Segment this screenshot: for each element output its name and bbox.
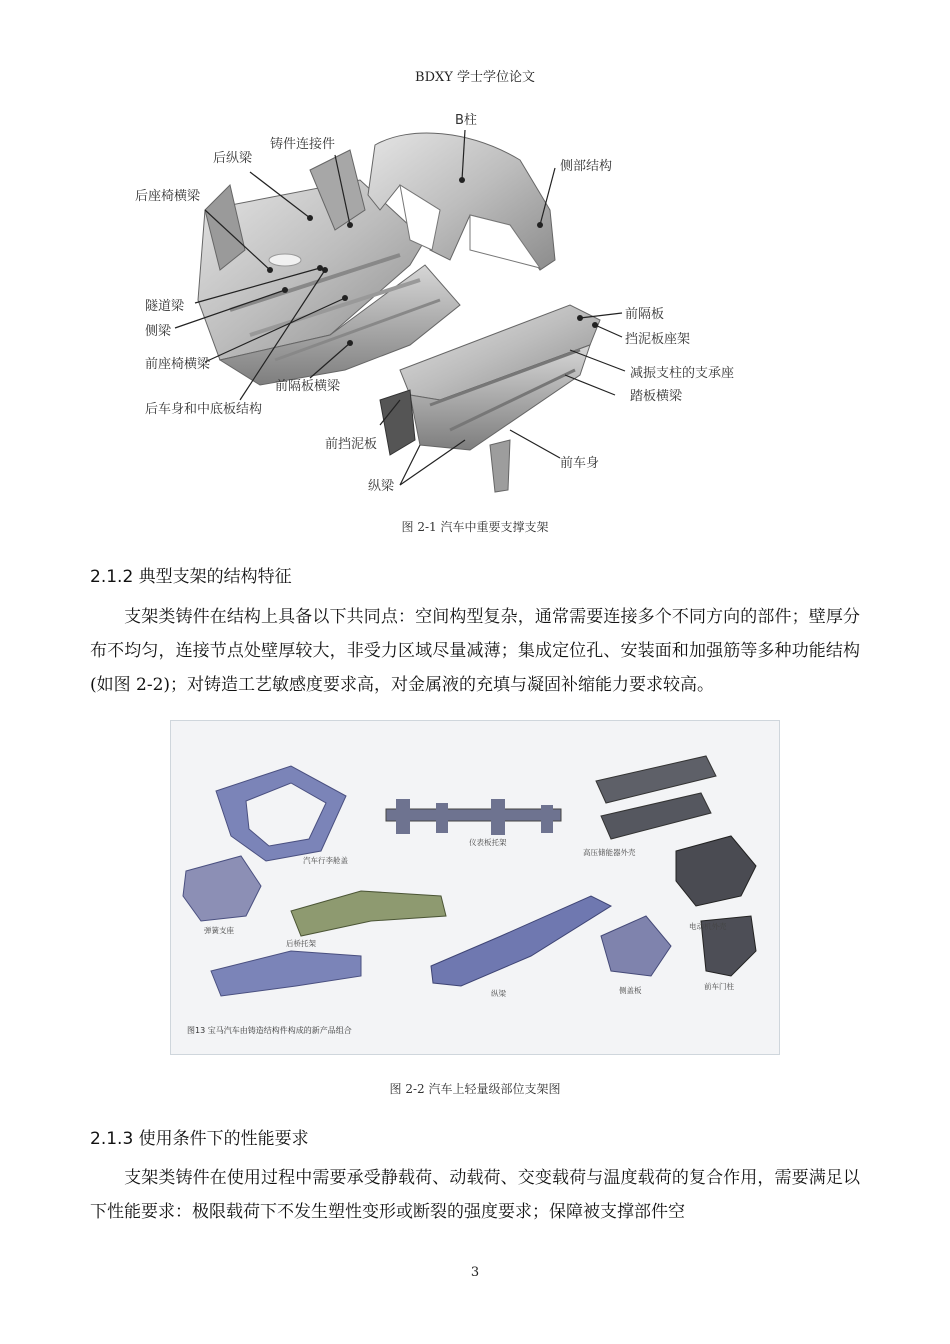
label-pedal-crossmember: 踏板横梁 bbox=[630, 389, 683, 404]
label-rear-seat-crossmember: 后座椅横梁 bbox=[135, 189, 201, 204]
section-2-1-3-text: 支架类铸件在使用过程中需要承受静载荷、动载荷、交变载荷与温度载荷的复合作用，需要满足以下性能要求：极限载荷下不发生塑性变形或断裂的强度要求；保障被支撑部件空 bbox=[90, 1168, 860, 1222]
section-2-1-2-paragraph bbox=[90, 600, 860, 702]
figure-car-support-structures bbox=[110, 100, 840, 500]
label-fender-bracket: 挡泥板座架 bbox=[625, 332, 691, 347]
figure-2-2-inner-caption: 图13 宝马汽车由铸造结构件构成的新产品组合 bbox=[187, 1026, 352, 1035]
label-side-cover: 侧盖板 bbox=[619, 986, 642, 995]
section-2-1-2-heading: 2.1.2 典型支架的结构特征 bbox=[90, 567, 292, 587]
label-front-fender: 前挡泥板 bbox=[325, 437, 378, 452]
label-front-seat-crossmember: 前座椅横梁 bbox=[145, 357, 211, 372]
section-2-1-2-text: 支架类铸件在结构上具备以下共同点：空间构型复杂，通常需要连接多个不同方向的部件；壁厚分布不均匀，连接节点处壁厚较大，非受力区域尽量减薄；集成定位孔、安装面和加强筋等多种功能结构(如图 2-2)；对铸造工艺敏感度要求高，对金属液的充填与凝固补缩能力要求较高。 bbox=[90, 607, 860, 695]
label-dash-crossmember: 前隔板横梁 bbox=[275, 379, 341, 394]
label-motor-housing: 电动机外壳 bbox=[689, 922, 727, 931]
label-front-door-pillar: 前车门柱 bbox=[704, 982, 734, 991]
label-trunk-lid: 汽车行李舱盖 bbox=[303, 856, 348, 865]
label-front-body: 前车身 bbox=[560, 456, 600, 471]
label-longitudinal-beam: 纵梁 bbox=[491, 989, 506, 998]
label-tunnel-beam: 隧道梁 bbox=[145, 299, 185, 314]
label-casting-connector: 铸件连接件 bbox=[270, 137, 336, 152]
page-header: BDXY 学士学位论文 bbox=[415, 70, 535, 85]
label-rear-subframe: 后桥托架 bbox=[286, 939, 316, 948]
label-strut-mount: 减振支柱的支承座 bbox=[630, 366, 735, 381]
label-spring-seat: 弹簧支座 bbox=[204, 926, 234, 935]
label-b-pillar: B柱 bbox=[455, 113, 477, 128]
label-rear-body-floor: 后车身和中底板结构 bbox=[145, 402, 263, 417]
label-rear-longitudinal: 后纵梁 bbox=[213, 151, 253, 166]
section-2-1-3-paragraph bbox=[90, 1161, 860, 1229]
label-dash-panel: 前隔板 bbox=[625, 307, 665, 322]
label-side-structure: 侧部结构 bbox=[560, 159, 613, 174]
car-body-illustration bbox=[110, 100, 840, 500]
figure-2-1-caption: 图 2-1 汽车中重要支撑支架 bbox=[401, 520, 549, 534]
label-hv-battery-housing: 高压储能器外壳 bbox=[583, 848, 636, 857]
section-2-1-3-heading: 2.1.3 使用条件下的性能要求 bbox=[90, 1129, 309, 1149]
figure-2-2-caption: 图 2-2 汽车上轻量级部位支架图 bbox=[389, 1082, 561, 1096]
page-number: 3 bbox=[470, 1265, 480, 1280]
figure-bmw-cast-components bbox=[170, 720, 780, 1055]
label-side-beam: 侧梁 bbox=[145, 324, 172, 339]
label-longitudinal: 纵梁 bbox=[368, 479, 395, 494]
cast-components-illustration bbox=[171, 721, 779, 1054]
label-instrument-bracket: 仪表板托架 bbox=[469, 838, 507, 847]
